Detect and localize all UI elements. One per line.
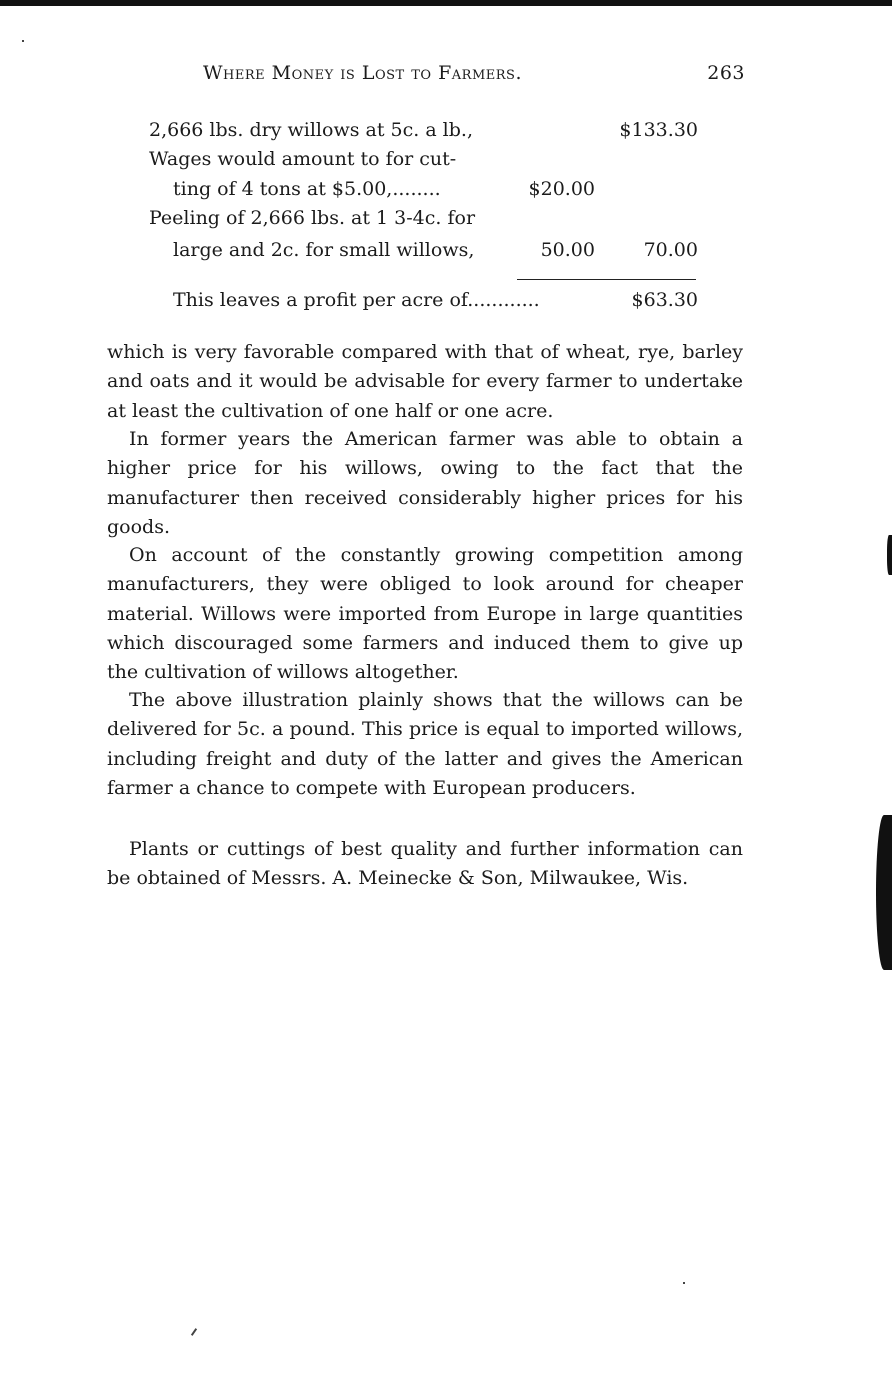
account-row — [105, 144, 745, 174]
account-description: 2,666 lbs. dry willows at 5c. a lb., — [149, 119, 474, 141]
scan-speck — [22, 40, 24, 42]
account-description: ting of 4 tons at $5.00,........ — [173, 178, 441, 200]
account-description: Peeling of 2,666 lbs. at 1 3-4c. for — [149, 207, 476, 229]
account-total: 70.00 — [643, 239, 698, 261]
scan-speck — [683, 1282, 685, 1284]
profit-value: $63.30 — [631, 289, 698, 311]
scan-top-edge — [0, 0, 892, 6]
account-row — [105, 235, 745, 265]
running-title: Where Money is Lost to Farmers. — [203, 62, 523, 84]
profit-description: This leaves a profit per acre of............ — [173, 289, 540, 311]
account-amount: $20.00 — [528, 178, 595, 200]
scan-edge-mark — [876, 815, 892, 970]
account-row — [105, 115, 745, 145]
scan-speck — [191, 1328, 197, 1336]
account-total: $133.30 — [619, 119, 698, 141]
account-description: large and 2c. for small willows, — [173, 239, 475, 261]
running-header — [105, 62, 745, 92]
account-description: Wages would amount to for cut- — [149, 148, 457, 170]
paragraph: The above illustration plainly shows that the willows can be delivered for 5c. a pound. This price is equal to imported willows, including freight and duty of the latter and gives the American farmer a chance to compete with European producers. — [107, 689, 743, 799]
paragraph: which is very favorable compared with that of wheat, rye, barley and oats and it would be advisable for every farmer to undertake at least the cultivation of one half or one acre. — [107, 341, 743, 422]
scan-edge-mark — [887, 535, 892, 575]
account-row — [105, 203, 745, 233]
paragraph: Plants or cuttings of best quality and further information can be obtained of Messrs. A. Meinecke & Son, Milwaukee, Wis. — [107, 838, 743, 890]
page-number: 263 — [707, 62, 745, 84]
paragraph: On account of the constantly growing competition among manufacturers, they were obliged to look around for cheaper material. Willows were imported from Europe in large quantities which discouraged some farmers and induced them to give up the cultivation of willows altogether. — [107, 544, 743, 684]
total-rule — [517, 279, 696, 280]
account-row — [105, 174, 745, 204]
profit-row — [105, 285, 745, 315]
account-amount: 50.00 — [540, 239, 595, 261]
paragraph: In former years the American farmer was able to obtain a higher price for his willows, owing to the fact that the manufacturer then received considerably higher prices for his goods. — [107, 428, 743, 538]
